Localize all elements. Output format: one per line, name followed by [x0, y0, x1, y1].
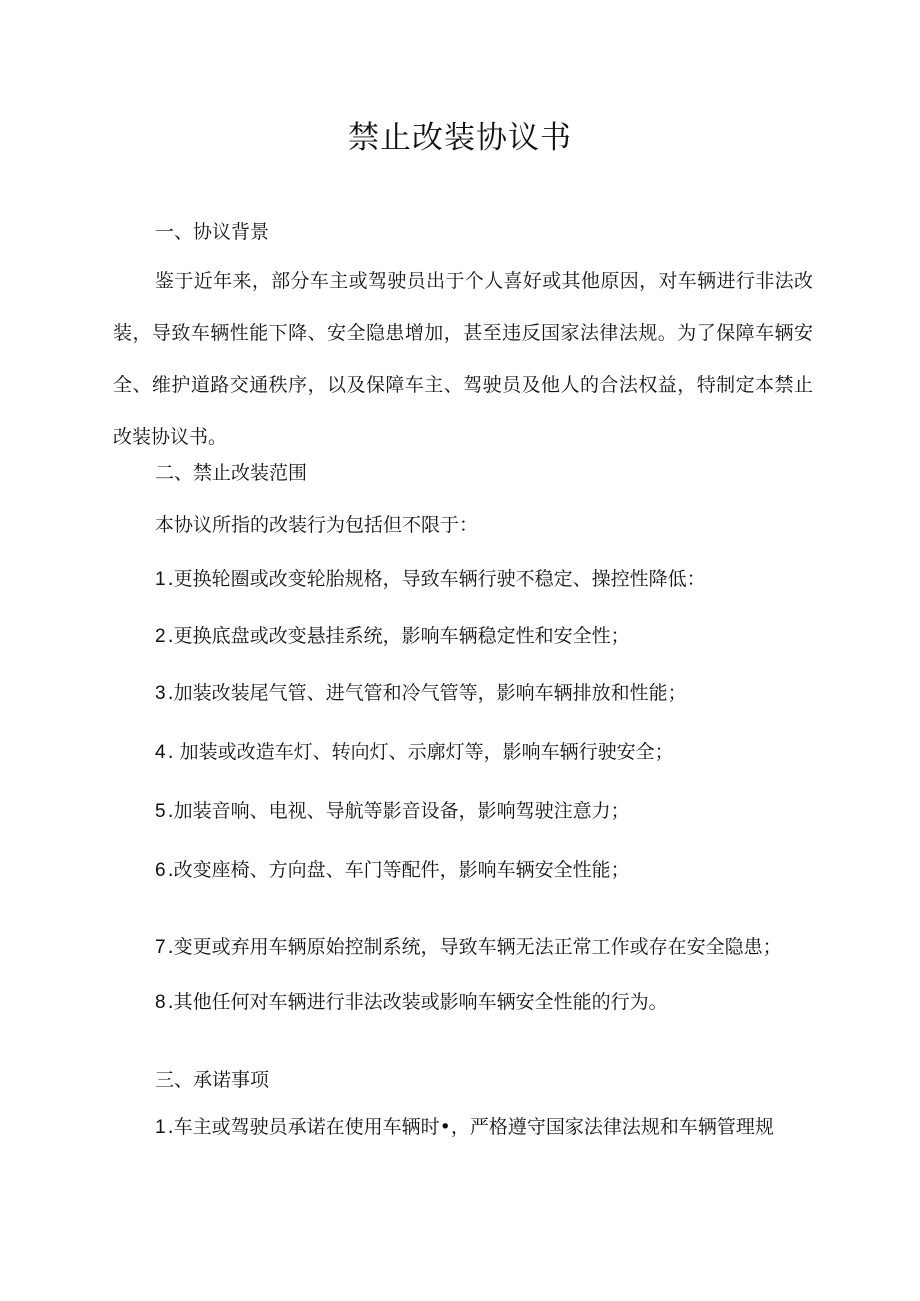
section2-intro: 本协议所指的改装行为包括但不限于： — [155, 514, 479, 536]
list-item-text: .更换轮圈或改变轮胎规格，导致车辆行驶不稳定、操控性降低： — [167, 568, 706, 590]
list-item — [155, 933, 782, 962]
section1-paragraph: 鉴于近年来，部分车主或驾驶员出于个人喜好或其他原因，对车辆进行非法改装，导致车辆性能下降、安全隐患增加，甚至违反国家法律法规。为了保障车辆安全、维护道路交通秩序，以及保障车主、驾驶员及他人的合法权益，特制定本禁止改装协议书。 — [113, 270, 813, 448]
list-item-text: .其他任何对车辆进行非法改装或影响车辆安全性能的行为。 — [167, 991, 668, 1013]
list-item-number: 5 — [155, 801, 166, 822]
section2-heading: 二、禁止改装范围 — [155, 462, 308, 484]
list-item — [155, 988, 668, 1017]
list-item-number: 1 — [155, 1117, 166, 1138]
list-item-number: 1 — [155, 569, 166, 590]
list-item-text: .加装音响、电视、导航等影音设备，影响驾驶注意力； — [167, 800, 630, 822]
list-item-text: .加装改装尾气管、进气管和冷气管等，影响车辆排放和性能； — [167, 682, 687, 704]
list-item-number: 4 — [155, 742, 166, 763]
section1-heading: 一、协议背景 — [155, 221, 270, 243]
list-item-text: . 加装或改造车灯、转向灯、示廓灯等，影响车辆行驶安全； — [167, 741, 674, 763]
list-item — [155, 565, 706, 594]
list-item-number: 3 — [155, 683, 166, 704]
list-item — [155, 856, 630, 885]
list-item-text: .更换底盘或改变悬挂系统，影响车辆稳定性和安全性； — [167, 625, 630, 647]
list-item-text: .变更或弃用车辆原始控制系统，导致车辆无法正常工作或存在安全隐患； — [167, 936, 782, 958]
list-item — [155, 622, 630, 651]
list-item-number: 6 — [155, 860, 166, 881]
list-item-number: 7 — [155, 937, 166, 958]
list-item-text: .改变座椅、方向盘、车门等配件，影响车辆安全性能； — [167, 859, 630, 881]
list-item-number: 2 — [155, 626, 166, 647]
section3-heading: 三、承诺事项 — [155, 1069, 270, 1091]
list-item — [155, 679, 687, 708]
list-item — [155, 797, 630, 826]
list-item — [155, 1113, 774, 1142]
list-item — [155, 738, 674, 767]
list-item-number: 8 — [155, 992, 166, 1013]
list-item-text: .车主或驾驶员承诺在使用车辆时•，严格遵守国家法律法规和车辆管理规 — [167, 1116, 774, 1138]
document-title: 禁止改装协议书 — [348, 120, 572, 156]
